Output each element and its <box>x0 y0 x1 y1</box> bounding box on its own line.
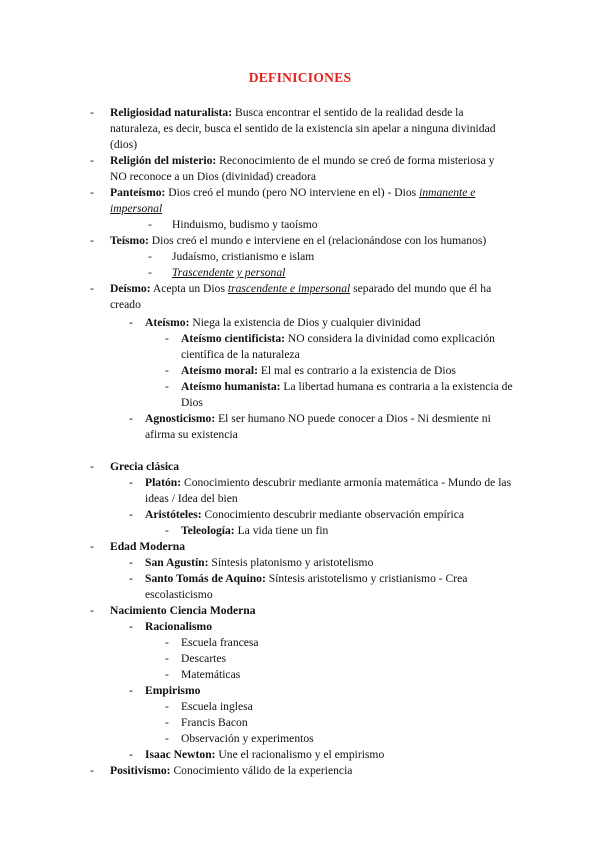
bullet-dash: - <box>165 332 169 345</box>
list-item-text: (dios) <box>110 138 138 151</box>
bullet-dash: - <box>148 250 152 263</box>
bullet-dash: - <box>165 652 169 665</box>
bullet-dash: - <box>90 460 94 473</box>
list-item-text: creado <box>110 298 141 311</box>
list-item-positivismo: Positivismo: Conocimiento válido de la experiencia <box>110 764 353 777</box>
list-item-aristoteles: Aristóteles: Conocimiento descubrir mediante observación empírica <box>145 508 465 521</box>
list-item-religiosidad: Religiosidad naturalista: Busca encontrar el sentido de la realidad desde la <box>110 106 464 119</box>
bullet-dash: - <box>90 604 94 617</box>
bullet-dash: - <box>165 524 169 537</box>
list-item-text: científica de la naturaleza <box>181 348 300 361</box>
list-item-text: afirma su existencia <box>145 428 238 441</box>
bullet-dash: - <box>165 364 169 377</box>
sub-item: Hinduismo, budismo y taoísmo <box>172 218 318 231</box>
bullet-dash: - <box>165 716 169 729</box>
list-item-teismo: Teísmo: Dios creó el mundo e interviene en el (relacionándose con los humanos) <box>110 234 487 247</box>
list-item-humanista: Ateísmo humanista: La libertad humana es contraria a la existencia de <box>181 380 513 393</box>
bullet-dash: - <box>129 572 133 585</box>
page-title: DEFINICIONES <box>248 70 352 85</box>
list-item-text: Dios <box>181 396 203 409</box>
list-item-deismo: Deísmo: Acepta un Dios trascendente e impersonal separado del mundo que él ha <box>110 282 492 295</box>
bullet-dash: - <box>165 668 169 681</box>
bullet-dash: - <box>148 218 152 231</box>
sub-item: Escuela francesa <box>181 636 259 649</box>
list-item-text: impersonal <box>110 202 163 215</box>
sub-item: Escuela inglesa <box>181 700 253 713</box>
list-item-moral: Ateísmo moral: El mal es contrario a la existencia de Dios <box>181 364 456 377</box>
list-item-agnosticismo: Agnosticismo: El ser humano NO puede conocer a Dios - Ni desmiente ni <box>145 412 491 425</box>
sub-item: Trascendente y personal <box>172 266 286 279</box>
list-item-agustin: San Agustín: Síntesis platonismo y aristotelismo <box>145 556 374 569</box>
list-item-ateismo: Ateísmo: Niega la existencia de Dios y cualquier divinidad <box>145 316 421 329</box>
bullet-dash: - <box>148 266 152 279</box>
sub-item: Observación y experimentos <box>181 732 314 745</box>
list-item-text: escolasticismo <box>145 588 213 601</box>
list-item-panteismo: Panteísmo: Dios creó el mundo (pero NO interviene en el) - Dios inmanente e <box>110 186 476 199</box>
bullet-dash: - <box>129 620 133 633</box>
bullet-dash: - <box>165 732 169 745</box>
list-item-cientificista: Ateísmo cientificista: NO considera la divinidad como explicación <box>181 332 495 345</box>
bullet-dash: - <box>129 748 133 761</box>
sub-item: Matemáticas <box>181 668 241 681</box>
bullet-dash: - <box>90 540 94 553</box>
bullet-dash: - <box>90 282 94 295</box>
sub-item: Descartes <box>181 652 227 665</box>
bullet-dash: - <box>129 508 133 521</box>
bullet-dash: - <box>129 684 133 697</box>
list-item-text: NO reconoce a un Dios (divinidad) creadora <box>110 170 317 183</box>
list-item-text: ideas / Idea del bien <box>145 492 238 505</box>
list-item-newton: Isaac Newton: Une el racionalismo y el empirismo <box>145 748 385 761</box>
bullet-dash: - <box>90 186 94 199</box>
bullet-dash: - <box>90 106 94 119</box>
sub-item: Judaísmo, cristianismo e islam <box>172 250 315 263</box>
bullet-dash: - <box>90 764 94 777</box>
list-item-teleologia: Teleología: La vida tiene un fin <box>181 524 329 537</box>
bullet-dash: - <box>129 412 133 425</box>
list-item-platon: Platón: Conocimiento descubrir mediante armonía matemática - Mundo de las <box>145 476 512 489</box>
bullet-dash: - <box>165 700 169 713</box>
section-edad-moderna: Edad Moderna <box>110 540 186 553</box>
list-item-racionalismo: Racionalismo <box>145 620 212 633</box>
sub-item: Francis Bacon <box>181 716 248 729</box>
list-item-religion: Religión del misterio: Reconocimiento de el mundo se creó de forma misteriosa y <box>110 154 495 167</box>
bullet-dash: - <box>129 556 133 569</box>
bullet-dash: - <box>90 234 94 247</box>
list-item-empirismo: Empirismo <box>145 684 201 697</box>
list-item-tomas: Santo Tomás de Aquino: Síntesis aristotelismo y cristianismo - Crea <box>145 572 468 585</box>
bullet-dash: - <box>165 636 169 649</box>
bullet-dash: - <box>90 154 94 167</box>
bullet-dash: - <box>129 476 133 489</box>
list-item-text: naturaleza, es decir, busca el sentido de la existencia sin apelar a ninguna divinidad <box>110 122 496 135</box>
section-grecia: Grecia clásica <box>110 460 180 473</box>
section-nacimiento: Nacimiento Ciencia Moderna <box>110 604 256 617</box>
bullet-dash: - <box>165 380 169 393</box>
bullet-dash: - <box>129 316 133 329</box>
